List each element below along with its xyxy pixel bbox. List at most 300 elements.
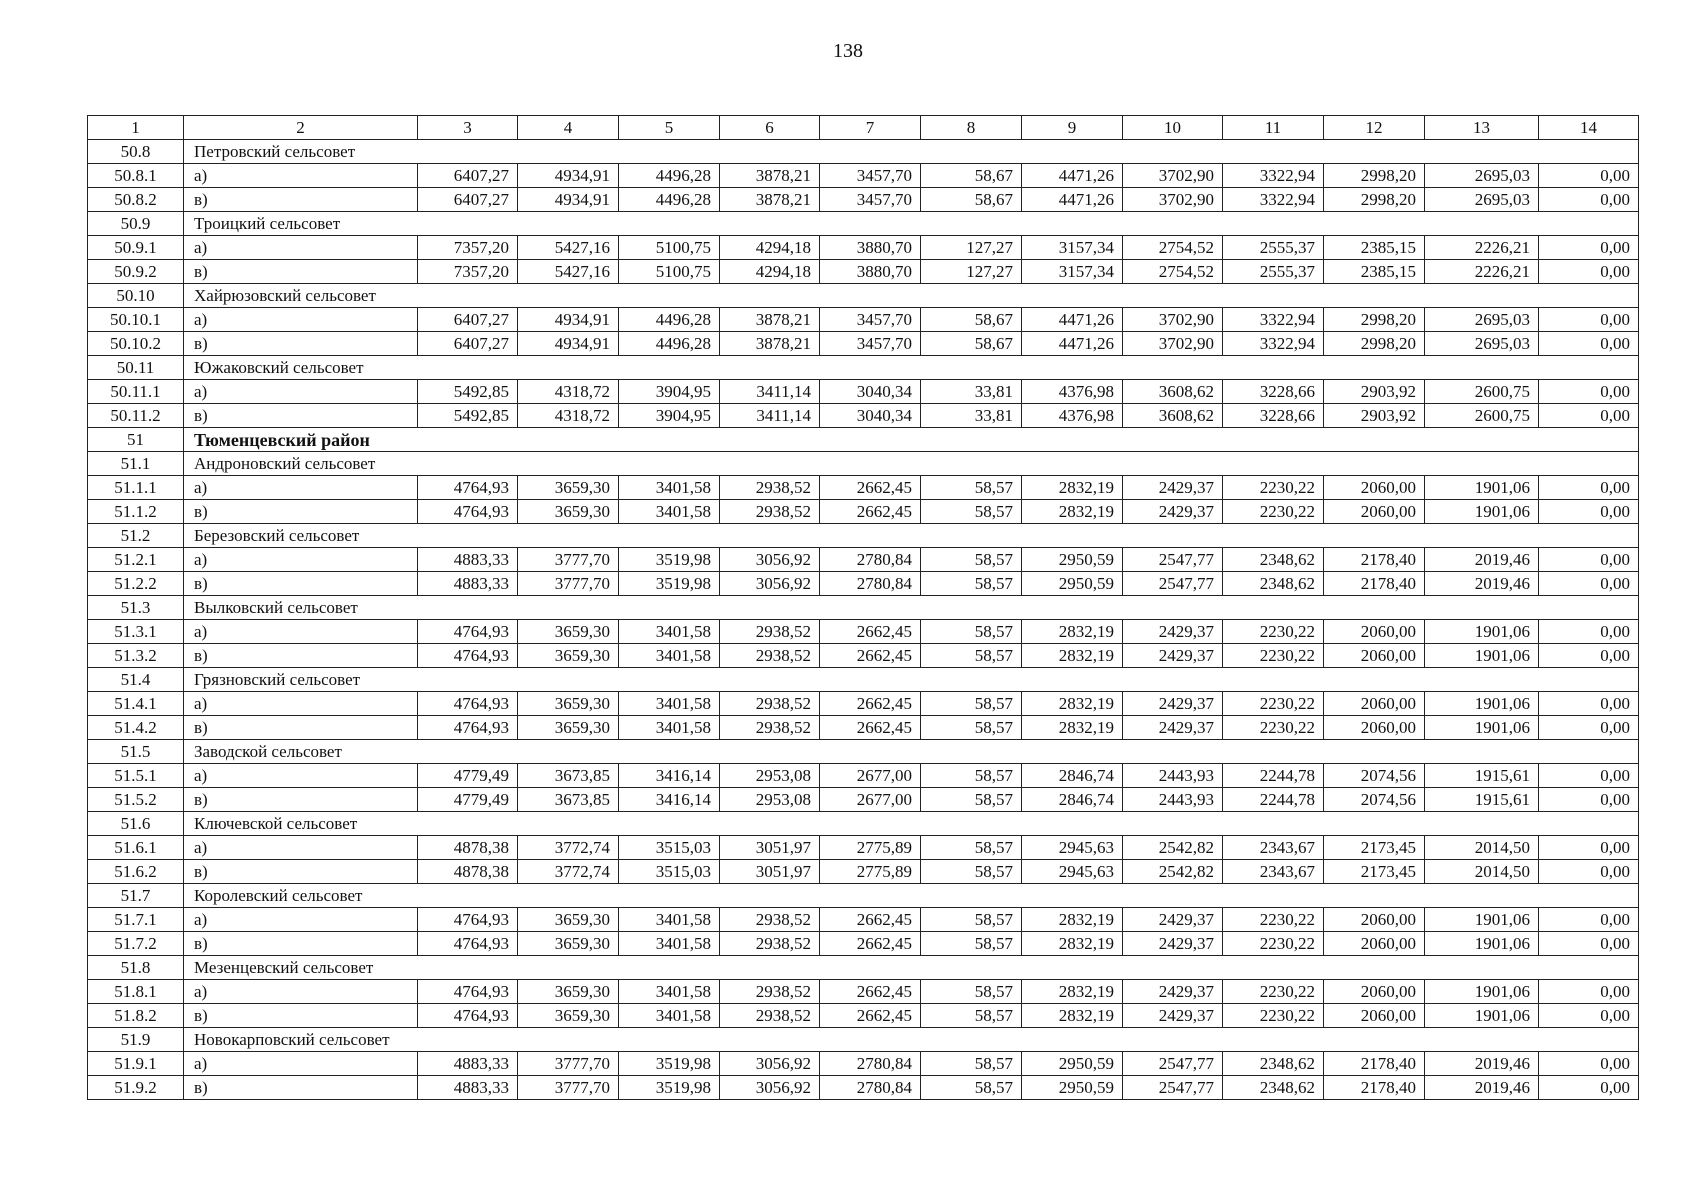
value-cell: 0,00 — [1539, 476, 1639, 500]
table-row — [88, 236, 1639, 260]
value-cell: 3659,30 — [518, 692, 619, 716]
row-name: Королевский сельсовет — [184, 884, 1639, 908]
value-cell: 2953,08 — [720, 764, 820, 788]
value-cell: 2780,84 — [820, 1076, 921, 1100]
group-row — [88, 452, 1639, 476]
value-cell: 58,57 — [921, 1004, 1022, 1028]
value-cell: 2677,00 — [820, 764, 921, 788]
row-code: 51.2 — [88, 524, 184, 548]
value-cell: 3056,92 — [720, 548, 820, 572]
value-cell: 0,00 — [1539, 1076, 1639, 1100]
value-cell: 3659,30 — [518, 908, 619, 932]
row-name: Березовский сельсовет — [184, 524, 1639, 548]
table-row — [88, 548, 1639, 572]
value-cell: 3322,94 — [1223, 308, 1324, 332]
value-cell: 2385,15 — [1324, 236, 1425, 260]
value-cell: 2662,45 — [820, 500, 921, 524]
value-cell: 2662,45 — [820, 692, 921, 716]
value-cell: 2938,52 — [720, 716, 820, 740]
row-code: 51.9.1 — [88, 1052, 184, 1076]
value-cell: 2429,37 — [1123, 692, 1223, 716]
value-cell: 3416,14 — [619, 788, 720, 812]
value-cell: 3457,70 — [820, 188, 921, 212]
value-cell: 2998,20 — [1324, 332, 1425, 356]
value-cell: 4376,98 — [1022, 404, 1123, 428]
value-cell: 2230,22 — [1223, 644, 1324, 668]
value-cell: 4471,26 — [1022, 308, 1123, 332]
row-name: а) — [184, 980, 418, 1004]
value-cell: 6407,27 — [418, 308, 518, 332]
value-cell: 3878,21 — [720, 164, 820, 188]
value-cell: 3519,98 — [619, 548, 720, 572]
value-cell: 2677,00 — [820, 788, 921, 812]
value-cell: 2775,89 — [820, 860, 921, 884]
table-header — [88, 116, 1639, 140]
value-cell: 2662,45 — [820, 980, 921, 1004]
row-name: Хайрюзовский сельсовет — [184, 284, 1639, 308]
value-cell: 2998,20 — [1324, 164, 1425, 188]
value-cell: 3228,66 — [1223, 404, 1324, 428]
row-name: в) — [184, 260, 418, 284]
row-name: а) — [184, 164, 418, 188]
value-cell: 3515,03 — [619, 836, 720, 860]
row-name: а) — [184, 620, 418, 644]
group-row — [88, 740, 1639, 764]
value-cell: 2385,15 — [1324, 260, 1425, 284]
value-cell: 5100,75 — [619, 236, 720, 260]
row-code: 50.8.2 — [88, 188, 184, 212]
value-cell: 3322,94 — [1223, 164, 1324, 188]
table-row — [88, 644, 1639, 668]
value-cell: 3401,58 — [619, 644, 720, 668]
value-cell: 2695,03 — [1425, 332, 1539, 356]
value-cell: 4934,91 — [518, 188, 619, 212]
value-cell: 2832,19 — [1022, 980, 1123, 1004]
row-name: а) — [184, 908, 418, 932]
table-row — [88, 308, 1639, 332]
value-cell: 4764,93 — [418, 644, 518, 668]
table-row — [88, 692, 1639, 716]
value-cell: 3228,66 — [1223, 380, 1324, 404]
value-cell: 2950,59 — [1022, 1076, 1123, 1100]
row-name: в) — [184, 500, 418, 524]
value-cell: 2832,19 — [1022, 932, 1123, 956]
value-cell: 3777,70 — [518, 1076, 619, 1100]
value-cell: 2244,78 — [1223, 788, 1324, 812]
row-code: 51.9 — [88, 1028, 184, 1052]
value-cell: 2230,22 — [1223, 500, 1324, 524]
value-cell: 3659,30 — [518, 716, 619, 740]
value-cell: 4764,93 — [418, 932, 518, 956]
row-code: 51.9.2 — [88, 1076, 184, 1100]
value-cell: 2226,21 — [1425, 236, 1539, 260]
row-name: Южаковский сельсовет — [184, 356, 1639, 380]
row-code: 51.3.2 — [88, 644, 184, 668]
row-name: в) — [184, 1076, 418, 1100]
value-cell: 2950,59 — [1022, 1052, 1123, 1076]
value-cell: 4318,72 — [518, 380, 619, 404]
value-cell: 2832,19 — [1022, 620, 1123, 644]
table-row — [88, 836, 1639, 860]
value-cell: 4471,26 — [1022, 164, 1123, 188]
district-row — [88, 428, 1639, 452]
row-name: Грязновский сельсовет — [184, 668, 1639, 692]
row-name: Заводской сельсовет — [184, 740, 1639, 764]
value-cell: 58,57 — [921, 788, 1022, 812]
value-cell: 0,00 — [1539, 380, 1639, 404]
value-cell: 4496,28 — [619, 308, 720, 332]
row-code: 51.4.1 — [88, 692, 184, 716]
row-code: 51.6.1 — [88, 836, 184, 860]
value-cell: 3457,70 — [820, 332, 921, 356]
table-row — [88, 620, 1639, 644]
value-cell: 3772,74 — [518, 860, 619, 884]
value-cell: 0,00 — [1539, 500, 1639, 524]
row-code: 51.7.2 — [88, 932, 184, 956]
table-row — [88, 1004, 1639, 1028]
value-cell: 2074,56 — [1324, 764, 1425, 788]
value-cell: 2429,37 — [1123, 1004, 1223, 1028]
row-name: в) — [184, 572, 418, 596]
value-cell: 3659,30 — [518, 644, 619, 668]
value-cell: 2600,75 — [1425, 380, 1539, 404]
value-cell: 2173,45 — [1324, 836, 1425, 860]
value-cell: 3322,94 — [1223, 188, 1324, 212]
row-name: в) — [184, 860, 418, 884]
value-cell: 0,00 — [1539, 932, 1639, 956]
row-name: в) — [184, 404, 418, 428]
value-cell: 4496,28 — [619, 332, 720, 356]
row-code: 51 — [88, 428, 184, 452]
value-cell: 3878,21 — [720, 308, 820, 332]
value-cell: 2230,22 — [1223, 1004, 1324, 1028]
header-cell: 14 — [1539, 116, 1639, 140]
value-cell: 2938,52 — [720, 476, 820, 500]
value-cell: 2230,22 — [1223, 476, 1324, 500]
value-cell: 1901,06 — [1425, 644, 1539, 668]
group-row — [88, 140, 1639, 164]
header-cell: 1 — [88, 116, 184, 140]
value-cell: 3157,34 — [1022, 260, 1123, 284]
row-code: 50.11.1 — [88, 380, 184, 404]
value-cell: 5492,85 — [418, 380, 518, 404]
value-cell: 2173,45 — [1324, 860, 1425, 884]
value-cell: 1901,06 — [1425, 932, 1539, 956]
value-cell: 0,00 — [1539, 692, 1639, 716]
value-cell: 2014,50 — [1425, 836, 1539, 860]
value-cell: 4294,18 — [720, 260, 820, 284]
row-name: а) — [184, 236, 418, 260]
value-cell: 2060,00 — [1324, 1004, 1425, 1028]
table-row — [88, 860, 1639, 884]
table-row — [88, 932, 1639, 956]
value-cell: 1901,06 — [1425, 500, 1539, 524]
value-cell: 0,00 — [1539, 548, 1639, 572]
value-cell: 2060,00 — [1324, 620, 1425, 644]
value-cell: 2060,00 — [1324, 476, 1425, 500]
value-cell: 3659,30 — [518, 620, 619, 644]
value-cell: 2178,40 — [1324, 1052, 1425, 1076]
row-name: а) — [184, 476, 418, 500]
row-code: 50.9 — [88, 212, 184, 236]
group-row — [88, 884, 1639, 908]
value-cell: 2230,22 — [1223, 716, 1324, 740]
value-cell: 58,57 — [921, 500, 1022, 524]
value-cell: 3515,03 — [619, 860, 720, 884]
value-cell: 0,00 — [1539, 620, 1639, 644]
value-cell: 3051,97 — [720, 836, 820, 860]
value-cell: 2178,40 — [1324, 572, 1425, 596]
value-cell: 0,00 — [1539, 908, 1639, 932]
value-cell: 3772,74 — [518, 836, 619, 860]
value-cell: 2226,21 — [1425, 260, 1539, 284]
value-cell: 2754,52 — [1123, 260, 1223, 284]
header-cell: 5 — [619, 116, 720, 140]
value-cell: 58,57 — [921, 860, 1022, 884]
value-cell: 0,00 — [1539, 764, 1639, 788]
value-cell: 2938,52 — [720, 500, 820, 524]
value-cell: 4764,93 — [418, 500, 518, 524]
value-cell: 2060,00 — [1324, 692, 1425, 716]
value-cell: 0,00 — [1539, 260, 1639, 284]
value-cell: 2230,22 — [1223, 932, 1324, 956]
value-cell: 0,00 — [1539, 980, 1639, 1004]
value-cell: 2938,52 — [720, 1004, 820, 1028]
value-cell: 3880,70 — [820, 236, 921, 260]
value-cell: 3056,92 — [720, 1076, 820, 1100]
value-cell: 58,67 — [921, 164, 1022, 188]
row-name: в) — [184, 188, 418, 212]
value-cell: 3401,58 — [619, 500, 720, 524]
value-cell: 4934,91 — [518, 332, 619, 356]
row-code: 50.8.1 — [88, 164, 184, 188]
value-cell: 2060,00 — [1324, 908, 1425, 932]
row-code: 51.1.2 — [88, 500, 184, 524]
value-cell: 3401,58 — [619, 932, 720, 956]
table-row — [88, 380, 1639, 404]
value-cell: 7357,20 — [418, 236, 518, 260]
value-cell: 58,57 — [921, 716, 1022, 740]
value-cell: 2938,52 — [720, 692, 820, 716]
value-cell: 2547,77 — [1123, 1076, 1223, 1100]
row-code: 51.6.2 — [88, 860, 184, 884]
value-cell: 5100,75 — [619, 260, 720, 284]
value-cell: 58,57 — [921, 932, 1022, 956]
value-cell: 3702,90 — [1123, 188, 1223, 212]
value-cell: 2542,82 — [1123, 860, 1223, 884]
row-code: 51.8.2 — [88, 1004, 184, 1028]
value-cell: 58,57 — [921, 908, 1022, 932]
value-cell: 3040,34 — [820, 404, 921, 428]
row-code: 51.5 — [88, 740, 184, 764]
header-cell: 6 — [720, 116, 820, 140]
value-cell: 3457,70 — [820, 308, 921, 332]
value-cell: 3322,94 — [1223, 332, 1324, 356]
value-cell: 4878,38 — [418, 860, 518, 884]
group-row — [88, 596, 1639, 620]
value-cell: 3519,98 — [619, 1052, 720, 1076]
row-name: а) — [184, 692, 418, 716]
table-body — [88, 140, 1639, 1100]
group-row — [88, 356, 1639, 380]
value-cell: 2662,45 — [820, 1004, 921, 1028]
row-name: в) — [184, 932, 418, 956]
value-cell: 58,57 — [921, 764, 1022, 788]
data-table — [87, 115, 1639, 1100]
value-cell: 2662,45 — [820, 932, 921, 956]
page-number: 138 — [833, 40, 863, 62]
value-cell: 2060,00 — [1324, 716, 1425, 740]
value-cell: 1901,06 — [1425, 716, 1539, 740]
value-cell: 2178,40 — [1324, 1076, 1425, 1100]
row-name: в) — [184, 644, 418, 668]
row-code: 50.9.1 — [88, 236, 184, 260]
row-name: Новокарповский сельсовет — [184, 1028, 1639, 1052]
value-cell: 2343,67 — [1223, 836, 1324, 860]
value-cell: 6407,27 — [418, 188, 518, 212]
value-cell: 4883,33 — [418, 1052, 518, 1076]
value-cell: 58,57 — [921, 620, 1022, 644]
value-cell: 3411,14 — [720, 404, 820, 428]
row-code: 51.7.1 — [88, 908, 184, 932]
value-cell: 2832,19 — [1022, 476, 1123, 500]
value-cell: 2019,46 — [1425, 572, 1539, 596]
value-cell: 4318,72 — [518, 404, 619, 428]
header-cell: 9 — [1022, 116, 1123, 140]
value-cell: 6407,27 — [418, 164, 518, 188]
header-cell: 10 — [1123, 116, 1223, 140]
value-cell: 2555,37 — [1223, 236, 1324, 260]
value-cell: 3401,58 — [619, 716, 720, 740]
value-cell: 2938,52 — [720, 980, 820, 1004]
row-name: Петровский сельсовет — [184, 140, 1639, 164]
table-row — [88, 164, 1639, 188]
value-cell: 2832,19 — [1022, 1004, 1123, 1028]
value-cell: 2230,22 — [1223, 908, 1324, 932]
value-cell: 33,81 — [921, 404, 1022, 428]
table-row — [88, 332, 1639, 356]
value-cell: 2060,00 — [1324, 980, 1425, 1004]
value-cell: 4376,98 — [1022, 380, 1123, 404]
value-cell: 127,27 — [921, 260, 1022, 284]
value-cell: 2230,22 — [1223, 692, 1324, 716]
value-cell: 2547,77 — [1123, 548, 1223, 572]
value-cell: 0,00 — [1539, 164, 1639, 188]
value-cell: 2938,52 — [720, 644, 820, 668]
row-name: в) — [184, 1004, 418, 1028]
group-row — [88, 284, 1639, 308]
value-cell: 2348,62 — [1223, 572, 1324, 596]
value-cell: 2938,52 — [720, 908, 820, 932]
value-cell: 2998,20 — [1324, 308, 1425, 332]
value-cell: 2754,52 — [1123, 236, 1223, 260]
value-cell: 2429,37 — [1123, 476, 1223, 500]
value-cell: 2695,03 — [1425, 164, 1539, 188]
value-cell: 2343,67 — [1223, 860, 1324, 884]
header-cell: 2 — [184, 116, 418, 140]
header-cell: 3 — [418, 116, 518, 140]
value-cell: 0,00 — [1539, 1052, 1639, 1076]
value-cell: 3608,62 — [1123, 380, 1223, 404]
value-cell: 3157,34 — [1022, 236, 1123, 260]
row-name: а) — [184, 836, 418, 860]
value-cell: 2695,03 — [1425, 308, 1539, 332]
group-row — [88, 1028, 1639, 1052]
value-cell: 1915,61 — [1425, 764, 1539, 788]
group-row — [88, 812, 1639, 836]
value-cell: 3457,70 — [820, 164, 921, 188]
value-cell: 2178,40 — [1324, 548, 1425, 572]
value-cell: 3519,98 — [619, 1076, 720, 1100]
value-cell: 2348,62 — [1223, 1052, 1324, 1076]
row-code: 51.4 — [88, 668, 184, 692]
value-cell: 7357,20 — [418, 260, 518, 284]
table-row — [88, 788, 1639, 812]
row-code: 51.8 — [88, 956, 184, 980]
row-name: в) — [184, 716, 418, 740]
value-cell: 2555,37 — [1223, 260, 1324, 284]
value-cell: 3777,70 — [518, 1052, 619, 1076]
value-cell: 2903,92 — [1324, 404, 1425, 428]
table-row — [88, 980, 1639, 1004]
value-cell: 1901,06 — [1425, 476, 1539, 500]
value-cell: 3880,70 — [820, 260, 921, 284]
value-cell: 2429,37 — [1123, 644, 1223, 668]
row-name: Мезенцевский сельсовет — [184, 956, 1639, 980]
value-cell: 2443,93 — [1123, 788, 1223, 812]
value-cell: 2429,37 — [1123, 500, 1223, 524]
row-code: 51.8.1 — [88, 980, 184, 1004]
value-cell: 2832,19 — [1022, 500, 1123, 524]
value-cell: 2542,82 — [1123, 836, 1223, 860]
value-cell: 4883,33 — [418, 1076, 518, 1100]
value-cell: 2846,74 — [1022, 764, 1123, 788]
value-cell: 1901,06 — [1425, 620, 1539, 644]
header-cell: 8 — [921, 116, 1022, 140]
value-cell: 3673,85 — [518, 788, 619, 812]
value-cell: 2938,52 — [720, 620, 820, 644]
group-row — [88, 956, 1639, 980]
value-cell: 5427,16 — [518, 236, 619, 260]
row-code: 51.6 — [88, 812, 184, 836]
value-cell: 3659,30 — [518, 500, 619, 524]
value-cell: 58,57 — [921, 476, 1022, 500]
value-cell: 33,81 — [921, 380, 1022, 404]
value-cell: 3878,21 — [720, 188, 820, 212]
value-cell: 2662,45 — [820, 476, 921, 500]
row-name: Андроновский сельсовет — [184, 452, 1639, 476]
value-cell: 4934,91 — [518, 308, 619, 332]
group-row — [88, 524, 1639, 548]
value-cell: 3416,14 — [619, 764, 720, 788]
value-cell: 58,57 — [921, 1076, 1022, 1100]
value-cell: 4496,28 — [619, 188, 720, 212]
table-row — [88, 188, 1639, 212]
value-cell: 2780,84 — [820, 572, 921, 596]
value-cell: 0,00 — [1539, 572, 1639, 596]
value-cell: 3702,90 — [1123, 332, 1223, 356]
value-cell: 58,57 — [921, 1052, 1022, 1076]
row-code: 50.10 — [88, 284, 184, 308]
value-cell: 1901,06 — [1425, 980, 1539, 1004]
value-cell: 2780,84 — [820, 1052, 921, 1076]
value-cell: 2429,37 — [1123, 716, 1223, 740]
value-cell: 3659,30 — [518, 476, 619, 500]
value-cell: 2662,45 — [820, 716, 921, 740]
row-code: 51.2.2 — [88, 572, 184, 596]
table-row — [88, 572, 1639, 596]
table-row — [88, 764, 1639, 788]
